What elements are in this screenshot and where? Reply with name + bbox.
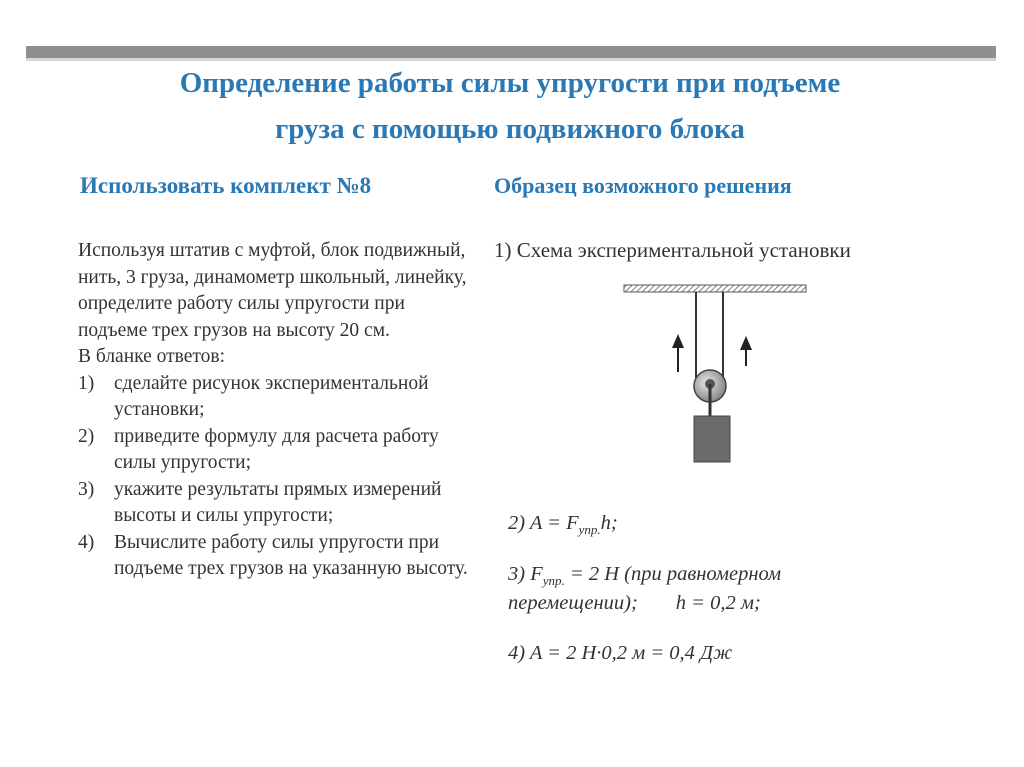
formula-text: перемещении); xyxy=(508,592,638,614)
formula-measurements xyxy=(508,563,781,589)
step-number: 4) xyxy=(78,531,95,553)
top-divider-bar xyxy=(26,46,996,58)
step-text: Вычислите работу силы упругости при подъеме трех грузов на указанную высоту. xyxy=(114,531,468,579)
step-text: сделайте рисунок экспериментальной установки; xyxy=(114,372,429,420)
page-title xyxy=(40,60,980,152)
title-line-2: груза с помощью подвижного блока xyxy=(275,113,745,145)
task-step xyxy=(78,477,478,530)
task-step xyxy=(78,371,478,424)
pulley-diagram xyxy=(618,276,818,476)
formula-text: 3) F xyxy=(508,563,543,585)
title-line-1: Определение работы силы упругости при подъеме xyxy=(179,67,841,99)
step-number: 1) xyxy=(78,372,95,394)
answers-intro: В бланке ответов: xyxy=(78,346,226,367)
formula-text: h = 0,2 м; xyxy=(675,592,761,614)
weight-block xyxy=(694,416,730,462)
task-steps xyxy=(78,371,478,583)
task-text xyxy=(78,238,478,583)
ceiling-beam xyxy=(624,285,806,292)
formula-measurements-cont xyxy=(508,592,761,615)
arrow-up-icon xyxy=(672,334,684,372)
solution-heading: Образец возможного решения xyxy=(494,173,792,198)
formula-result: 4) A = 2 Н·0,2 м = 0,4 Дж xyxy=(508,642,733,664)
task-step xyxy=(78,530,478,583)
formula-text: 2) A = F xyxy=(508,512,579,534)
kit-heading: Использовать комплект №8 xyxy=(80,173,372,198)
task-intro: Используя штатив с муфтой, блок подвижный, нить, 3 груза, динамометр школьный, линейку, определите работу силы упругости при подъеме трех грузов на высоту 20 см. xyxy=(78,240,467,341)
formula-work xyxy=(508,512,618,538)
arrow-up-icon xyxy=(740,336,752,366)
formula-text: = 2 Н (при равномерном xyxy=(564,563,782,585)
step-text: укажите результаты прямых измерений высоты и силы упругости; xyxy=(114,478,442,526)
step-number: 3) xyxy=(78,478,95,500)
formula-subscript: упр. xyxy=(578,522,601,538)
task-step xyxy=(78,424,478,477)
formula-subscript: упр. xyxy=(542,573,565,589)
formula-text: h; xyxy=(600,512,618,534)
step-number: 2) xyxy=(78,425,95,447)
schema-caption: 1) Схема экспериментальной установки xyxy=(494,238,851,262)
step-text: приведите формулу для расчета работу силы упругости; xyxy=(114,425,439,473)
